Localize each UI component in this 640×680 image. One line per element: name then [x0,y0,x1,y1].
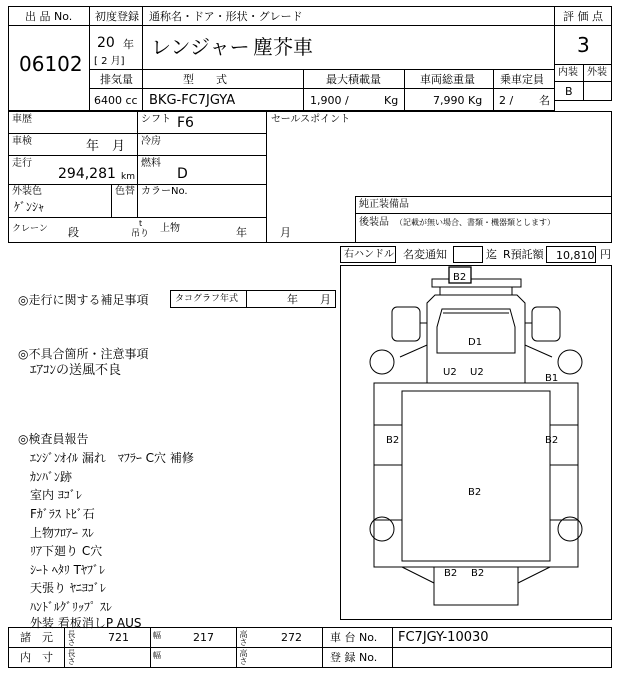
damage-mark: B2 [453,272,467,283]
chassis-no: FC7JGY-10030 [398,630,489,645]
color-no-label: カラーNo. [141,186,188,197]
report-line: 室内 ﾖｺﾞﾚ [30,488,82,502]
report-line: ｴﾝｼﾞﾝｵｲﾙ 漏れ ﾏﾌﾗｰ C穴 補修 [30,451,194,465]
damage-mark: D1 [468,337,483,348]
body-type: 塵芥車 [253,35,313,59]
report-line: 天張り ﾔﾆﾖｺﾞﾚ [30,581,106,595]
damage-mark: B2 [545,435,559,446]
mileage-unit: km [121,172,135,182]
right-hand: 右ハンドル [344,249,394,260]
defect-item: ｴｱｺﾝの送風不良 [30,363,122,378]
color-change-label: 色替 [115,186,135,197]
exterior-label-cell [583,64,612,82]
reg-month: [ 2 月] [94,56,125,67]
driving-title: ◎走行に関する補足事項 [18,293,149,307]
aftermarket-label: 後装品 [359,217,389,228]
width: 217 [193,631,214,644]
truck-diagram [340,265,612,620]
height-label: 高さ [239,630,248,646]
report-line: ｼｰﾄ ﾍﾀﾘ Tﾔﾌﾞﾚ [30,563,105,577]
shift-label: シフト [141,114,171,125]
model-mark: 迄 [486,248,497,261]
right-hand-box [340,246,396,263]
color: ｹﾞﾝｼｬ [14,200,45,214]
upper-label: 上物 [160,223,180,234]
car-name: レンジャー [151,35,250,59]
damage-mark: U2 [470,367,484,378]
damage-mark: B2 [468,487,482,498]
fuel-label: 燃料 [141,158,161,169]
crane-label: クレーン [12,224,48,234]
displacement-cell [89,88,143,111]
interior-dims-label: 内 寸 [20,651,53,664]
report-line: Fｶﾞﾗｽ ﾄﾋﾞ石 [30,507,95,521]
seats-cell [493,88,555,111]
length-label: 長さ [67,630,76,646]
damage-mark: B1 [545,373,559,384]
sales-point-label: セールスポイント [271,114,351,125]
lot-no-label: 出 品 No. [25,10,73,23]
capacity-cell [303,88,405,111]
score-label-cell [554,6,612,26]
crane-lift: 吊り [131,229,150,239]
dims-label: 諸 元 [20,631,53,644]
tacho-box [170,290,336,308]
upper-value: 年 月 [236,226,291,239]
chassis-label: 車 台 No. [330,631,378,644]
reg-date-cell [89,25,143,70]
ac-label: 冷房 [141,136,161,147]
seats-label-cell [493,69,555,89]
exterior-label: 外装 [587,67,607,78]
mileage-label: 走行 [12,158,32,169]
damage-mark: B2 [386,435,400,446]
model-code-cell [142,88,304,111]
displacement-label-cell [89,69,143,89]
height: 272 [281,631,302,644]
seats-unit: 名 [539,94,550,107]
score-cell [554,25,612,65]
inspector-title: ◎検査員報告 [18,432,89,446]
width-label: 幅 [153,631,161,640]
recycle-label: R預託額 [503,248,544,261]
interior-length-label: 長さ [67,649,76,665]
name-label: 通称名・ドア・形状・グレード [149,10,303,23]
displacement: 6400 cc [94,94,138,107]
recycle-amount: 10,810 [556,249,595,262]
damage-mark: B2 [444,568,458,579]
gross-label-cell [404,69,494,89]
tacho-label: タコグラフ年式 [175,294,239,304]
capacity: 1,900 / [310,94,349,107]
report-line: 外装 看板消しP AUS [30,616,142,630]
crane-ton: t [139,219,143,228]
damage-mark: U2 [443,367,457,378]
interior-label-cell [554,64,584,82]
seats-label: 乗車定員 [500,73,544,86]
year-unit: 年 [123,38,134,51]
seats: 2 / [499,94,514,107]
displacement-label: 排気量 [100,73,133,86]
report-line: 上物ﾌﾛｱｰ ｽﾚ [30,526,94,540]
history-label: 車歴 [12,114,32,125]
reg-label-cell [89,6,143,26]
interior-width-label: 幅 [153,651,161,660]
recycle-unit: 円 [600,248,611,261]
gross-label: 車両総重量 [420,73,475,86]
name-change-box [453,246,483,263]
report-line: ﾘｱ下廻り C穴 [30,544,103,558]
genuine-label: 純正装備品 [359,199,409,210]
damage-mark: B2 [471,568,485,579]
aftermarket-note: （記載が無い場合、書類・機器類とします） [395,218,555,227]
capacity-label: 最大積載量 [326,73,381,86]
gross-cell [404,88,494,111]
shift: F6 [177,115,194,131]
crane-stage: 段 [68,226,79,239]
mileage: 294,281 [58,166,116,182]
model-code: BKG-FC7JGYA [149,93,236,108]
reg-year: 20 [97,35,115,51]
recycle-box [546,246,596,263]
interior-grade-cell [554,81,584,101]
report-line: ｶﾝﾊﾞﾝ跡 [30,470,73,484]
color-label: 外装色 [12,186,42,197]
type-label-cell [142,69,304,89]
type-label: 型 式 [183,73,227,86]
car-name-cell [142,25,555,70]
lot-no: 06102 [19,52,83,76]
lot-no-label-cell [8,6,90,26]
score: 3 [577,33,590,57]
report-line: ﾊﾝﾄﾞﾙｸﾞﾘｯﾌﾟ ｽﾚ [30,600,112,614]
fuel: D [177,166,188,182]
reg-no-label: 登 録 No. [330,651,378,664]
capacity-unit: Kg [384,94,399,107]
name-change-label: 名変通知 [403,248,447,261]
length: 721 [108,631,129,644]
inspection-value: 年 月 [86,139,126,154]
defects-title: ◎不具合箇所・注意事項 [18,347,149,361]
inspection-label: 車検 [12,136,32,147]
interior-label: 内装 [558,67,578,78]
score-label: 評 価 点 [563,10,603,23]
tacho-value: 年 月 [287,293,331,306]
capacity-label-cell [303,69,405,89]
exterior-grade-cell [583,81,612,101]
interior-height-label: 高さ [239,649,248,665]
reg-label: 初度登録 [95,10,139,23]
interior-grade: B [565,85,573,98]
lot-no-cell [8,25,90,111]
gross-weight: 7,990 Kg [433,94,483,107]
name-label-cell [142,6,555,26]
